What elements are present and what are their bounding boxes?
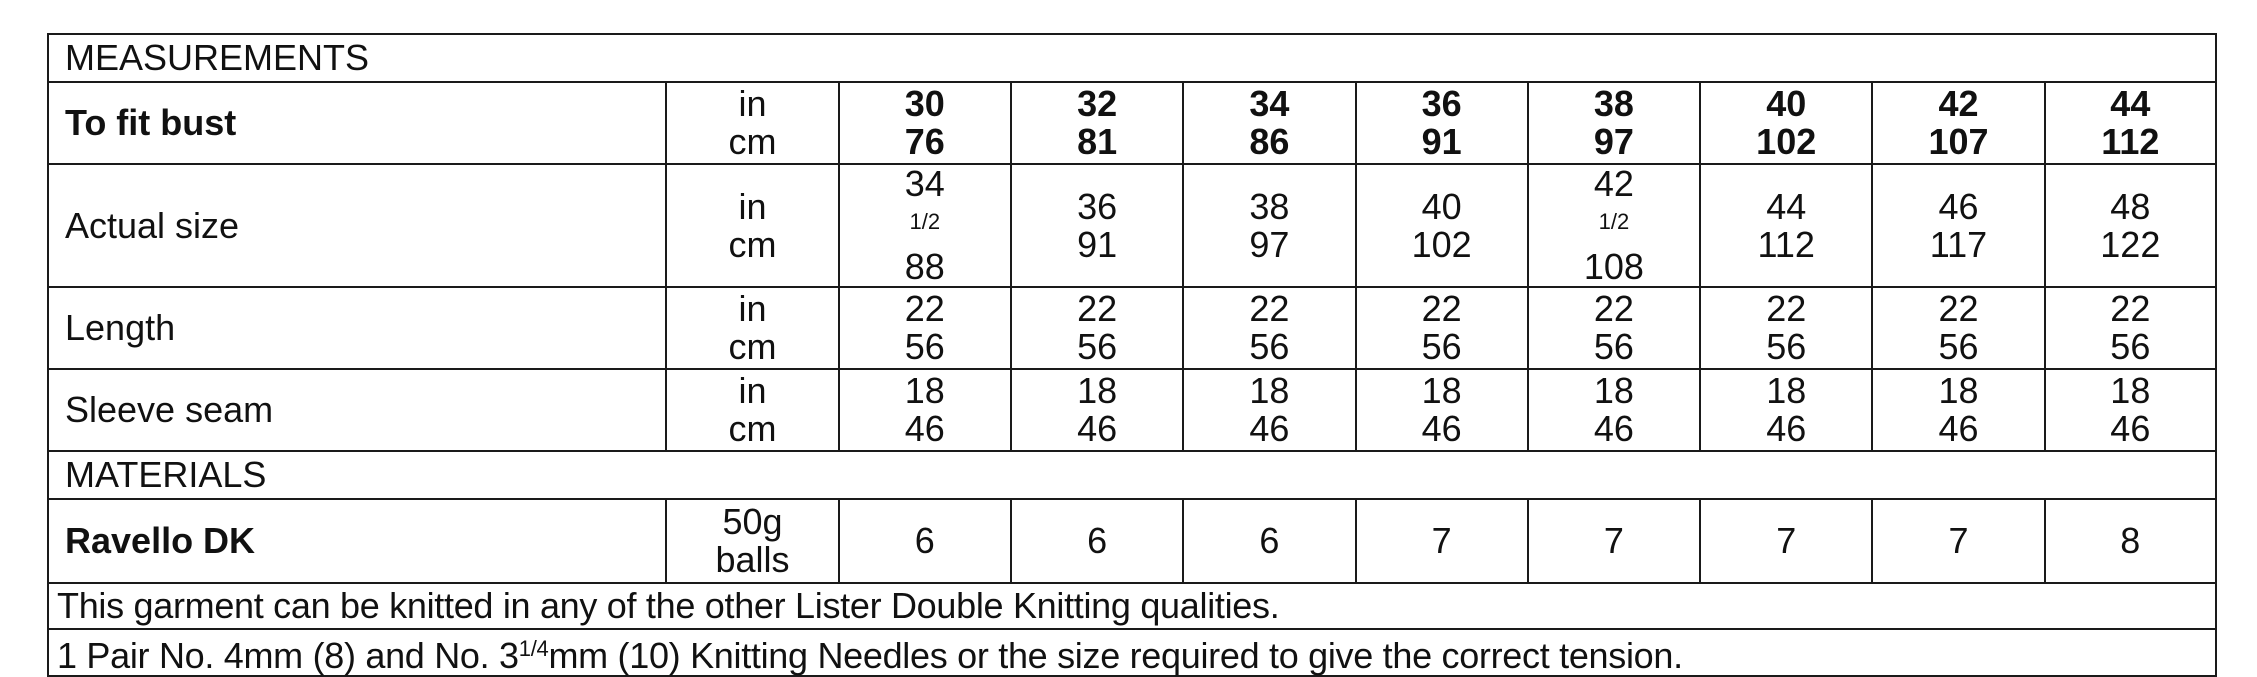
yarn-label: Ravello DK <box>48 499 666 583</box>
length-cell <box>839 287 1011 369</box>
length-in: 22 <box>2110 288 2151 329</box>
length-cell <box>1183 287 1355 369</box>
measurements-table <box>47 33 2217 677</box>
length-cm: 56 <box>904 326 945 367</box>
bust-in: 42 <box>1938 83 1979 124</box>
sleeve-cell <box>839 369 1011 451</box>
bust-in: 38 <box>1593 83 1634 124</box>
actual-size-cell <box>839 164 1011 287</box>
bust-size-cell <box>1872 82 2044 164</box>
actual-size-cell <box>1183 164 1355 287</box>
sleeve-cm: 46 <box>1077 408 1118 449</box>
actual-size-cell <box>1528 164 1700 287</box>
actual-in <box>840 165 1010 248</box>
bust-in: 34 <box>1249 83 1290 124</box>
unit-in: in <box>738 288 767 329</box>
unit-in: in <box>738 83 767 124</box>
actual-in <box>1357 185 1527 227</box>
length-cell <box>1872 287 2044 369</box>
length-cm: 56 <box>1077 326 1118 367</box>
actual-in <box>2046 185 2215 227</box>
sleeve-cm: 46 <box>2110 408 2151 449</box>
unit-cell <box>666 164 838 287</box>
actual-size-label: Actual size <box>48 164 666 287</box>
yarn-balls-cell: 8 <box>2045 499 2216 583</box>
actual-in <box>1701 185 1871 227</box>
materials-header-row <box>48 451 2216 499</box>
actual-cm: 97 <box>1249 223 1290 265</box>
yarn-balls-cell: 7 <box>1528 499 1700 583</box>
unit-cell <box>666 82 838 164</box>
bust-cm: 97 <box>1593 121 1634 162</box>
actual-in-whole: 42 <box>1593 163 1634 204</box>
sleeve-cell <box>1872 369 2044 451</box>
bust-in: 44 <box>2110 83 2151 124</box>
length-cm: 56 <box>1421 326 1462 367</box>
bust-label: To fit bust <box>48 82 666 164</box>
yarn-balls-cell: 6 <box>1011 499 1183 583</box>
sleeve-seam-label: Sleeve seam <box>48 369 666 451</box>
actual-size-cell <box>1011 164 1183 287</box>
actual-cm: 91 <box>1077 223 1118 265</box>
sleeve-cell <box>1183 369 1355 451</box>
bust-cm: 112 <box>2101 121 2160 162</box>
actual-size-cell <box>1872 164 2044 287</box>
unit-cm: cm <box>728 326 777 367</box>
yarn-unit-cell <box>666 499 838 583</box>
length-cm: 56 <box>1766 326 1807 367</box>
length-cm: 56 <box>1938 326 1979 367</box>
actual-cm: 112 <box>1757 223 1815 265</box>
actual-in-whole: 34 <box>904 163 945 204</box>
length-in: 22 <box>1938 288 1979 329</box>
sleeve-in: 18 <box>904 370 945 411</box>
actual-in-whole: 36 <box>1077 185 1118 227</box>
unit-cm: cm <box>728 408 777 449</box>
yarn-unit-weight: 50g <box>722 501 783 542</box>
actual-size-cell <box>1356 164 1528 287</box>
length-in: 22 <box>1421 288 1462 329</box>
unit-in: in <box>738 370 767 411</box>
actual-in <box>1873 185 2043 227</box>
bust-size-cell <box>2045 82 2216 164</box>
actual-in-whole: 46 <box>1938 185 1979 227</box>
bust-size-cell <box>839 82 1011 164</box>
sleeve-cell <box>2045 369 2216 451</box>
actual-size-cell <box>1700 164 1872 287</box>
unit-cm: cm <box>728 223 777 265</box>
bust-size-cell <box>1011 82 1183 164</box>
sleeve-cm: 46 <box>1938 408 1979 449</box>
bust-size-cell <box>1528 82 1700 164</box>
length-cell <box>1011 287 1183 369</box>
sleeve-cell <box>1356 369 1528 451</box>
bust-cm: 86 <box>1249 121 1290 162</box>
unit-cell <box>666 287 838 369</box>
sleeve-cell <box>1011 369 1183 451</box>
sleeve-cm: 46 <box>1249 408 1290 449</box>
length-cm: 56 <box>2110 326 2151 367</box>
needles-note-fraction: 1/4 <box>518 636 549 661</box>
sleeve-in: 18 <box>1077 370 1118 411</box>
actual-cm: 108 <box>1583 246 1644 287</box>
actual-in-fraction: 1/2 <box>1598 209 1630 234</box>
bust-in: 30 <box>904 83 945 124</box>
actual-cm: 88 <box>904 246 945 287</box>
yarn-balls-cell: 7 <box>1700 499 1872 583</box>
actual-cm: 122 <box>2100 223 2161 265</box>
materials-section-title: MATERIALS <box>48 451 2216 499</box>
sleeve-in: 18 <box>2110 370 2151 411</box>
actual-size-cell <box>2045 164 2216 287</box>
sleeve-in: 18 <box>1938 370 1979 411</box>
unit-cell <box>666 369 838 451</box>
bust-cm: 91 <box>1421 121 1462 162</box>
sleeve-in: 18 <box>1593 370 1634 411</box>
length-cm: 56 <box>1249 326 1290 367</box>
bust-in: 36 <box>1421 83 1462 124</box>
bust-size-cell <box>1183 82 1355 164</box>
sleeve-in: 18 <box>1249 370 1290 411</box>
actual-in <box>1184 185 1354 227</box>
actual-in-whole: 38 <box>1249 185 1290 227</box>
sleeve-cm: 46 <box>1421 408 1462 449</box>
needles-note-part2: mm (10) Knitting Needles or the size required to give the correct tension. <box>548 635 1683 676</box>
actual-in-whole: 40 <box>1421 185 1462 227</box>
sleeve-in: 18 <box>1766 370 1807 411</box>
yarn-balls-cell: 7 <box>1356 499 1528 583</box>
length-cell <box>1700 287 1872 369</box>
length-row <box>48 287 2216 369</box>
length-in: 22 <box>904 288 945 329</box>
yarn-balls-cell: 6 <box>1183 499 1355 583</box>
bust-in: 40 <box>1766 83 1807 124</box>
actual-size-row <box>48 164 2216 287</box>
yarn-balls-cell: 6 <box>839 499 1011 583</box>
actual-in <box>1012 185 1182 227</box>
sleeve-cm: 46 <box>1593 408 1634 449</box>
length-cell <box>1528 287 1700 369</box>
yarn-substitute-note: This garment can be knitted in any of the other Lister Double Knitting qualities. <box>48 583 2216 629</box>
length-in: 22 <box>1249 288 1290 329</box>
sleeve-seam-row <box>48 369 2216 451</box>
bust-row <box>48 82 2216 164</box>
bust-cm: 81 <box>1077 121 1118 162</box>
bust-cm: 102 <box>1756 121 1817 162</box>
measurements-header-row <box>48 34 2216 82</box>
length-label: Length <box>48 287 666 369</box>
sleeve-cm: 46 <box>1766 408 1807 449</box>
bust-cm: 107 <box>1928 121 1989 162</box>
actual-cm: 117 <box>1929 223 1988 265</box>
actual-cm: 102 <box>1411 223 1472 265</box>
needles-note-part1: 1 Pair No. 4mm (8) and No. 3 <box>57 635 519 676</box>
actual-in <box>1529 165 1699 248</box>
length-in: 22 <box>1766 288 1807 329</box>
actual-in-whole: 48 <box>2110 185 2151 227</box>
unit-cm: cm <box>728 121 777 162</box>
length-in: 22 <box>1077 288 1118 329</box>
yarn-unit-balls: balls <box>715 539 790 580</box>
bust-in: 32 <box>1077 83 1118 124</box>
sleeve-cm: 46 <box>904 408 945 449</box>
sleeve-in: 18 <box>1421 370 1462 411</box>
bust-size-cell <box>1700 82 1872 164</box>
length-in: 22 <box>1593 288 1634 329</box>
yarn-row <box>48 499 2216 583</box>
actual-in-whole: 44 <box>1766 185 1807 227</box>
length-cell <box>2045 287 2216 369</box>
sleeve-cell <box>1700 369 1872 451</box>
note-row-yarn-substitute <box>48 583 2216 629</box>
length-cm: 56 <box>1593 326 1634 367</box>
yarn-balls-cell: 7 <box>1872 499 2044 583</box>
bust-cm: 76 <box>904 121 945 162</box>
bust-size-cell <box>1356 82 1528 164</box>
sleeve-cell <box>1528 369 1700 451</box>
unit-in: in <box>738 185 767 227</box>
length-cell <box>1356 287 1528 369</box>
actual-in-fraction: 1/2 <box>909 209 941 234</box>
measurements-section-title: MEASUREMENTS <box>48 34 2216 82</box>
